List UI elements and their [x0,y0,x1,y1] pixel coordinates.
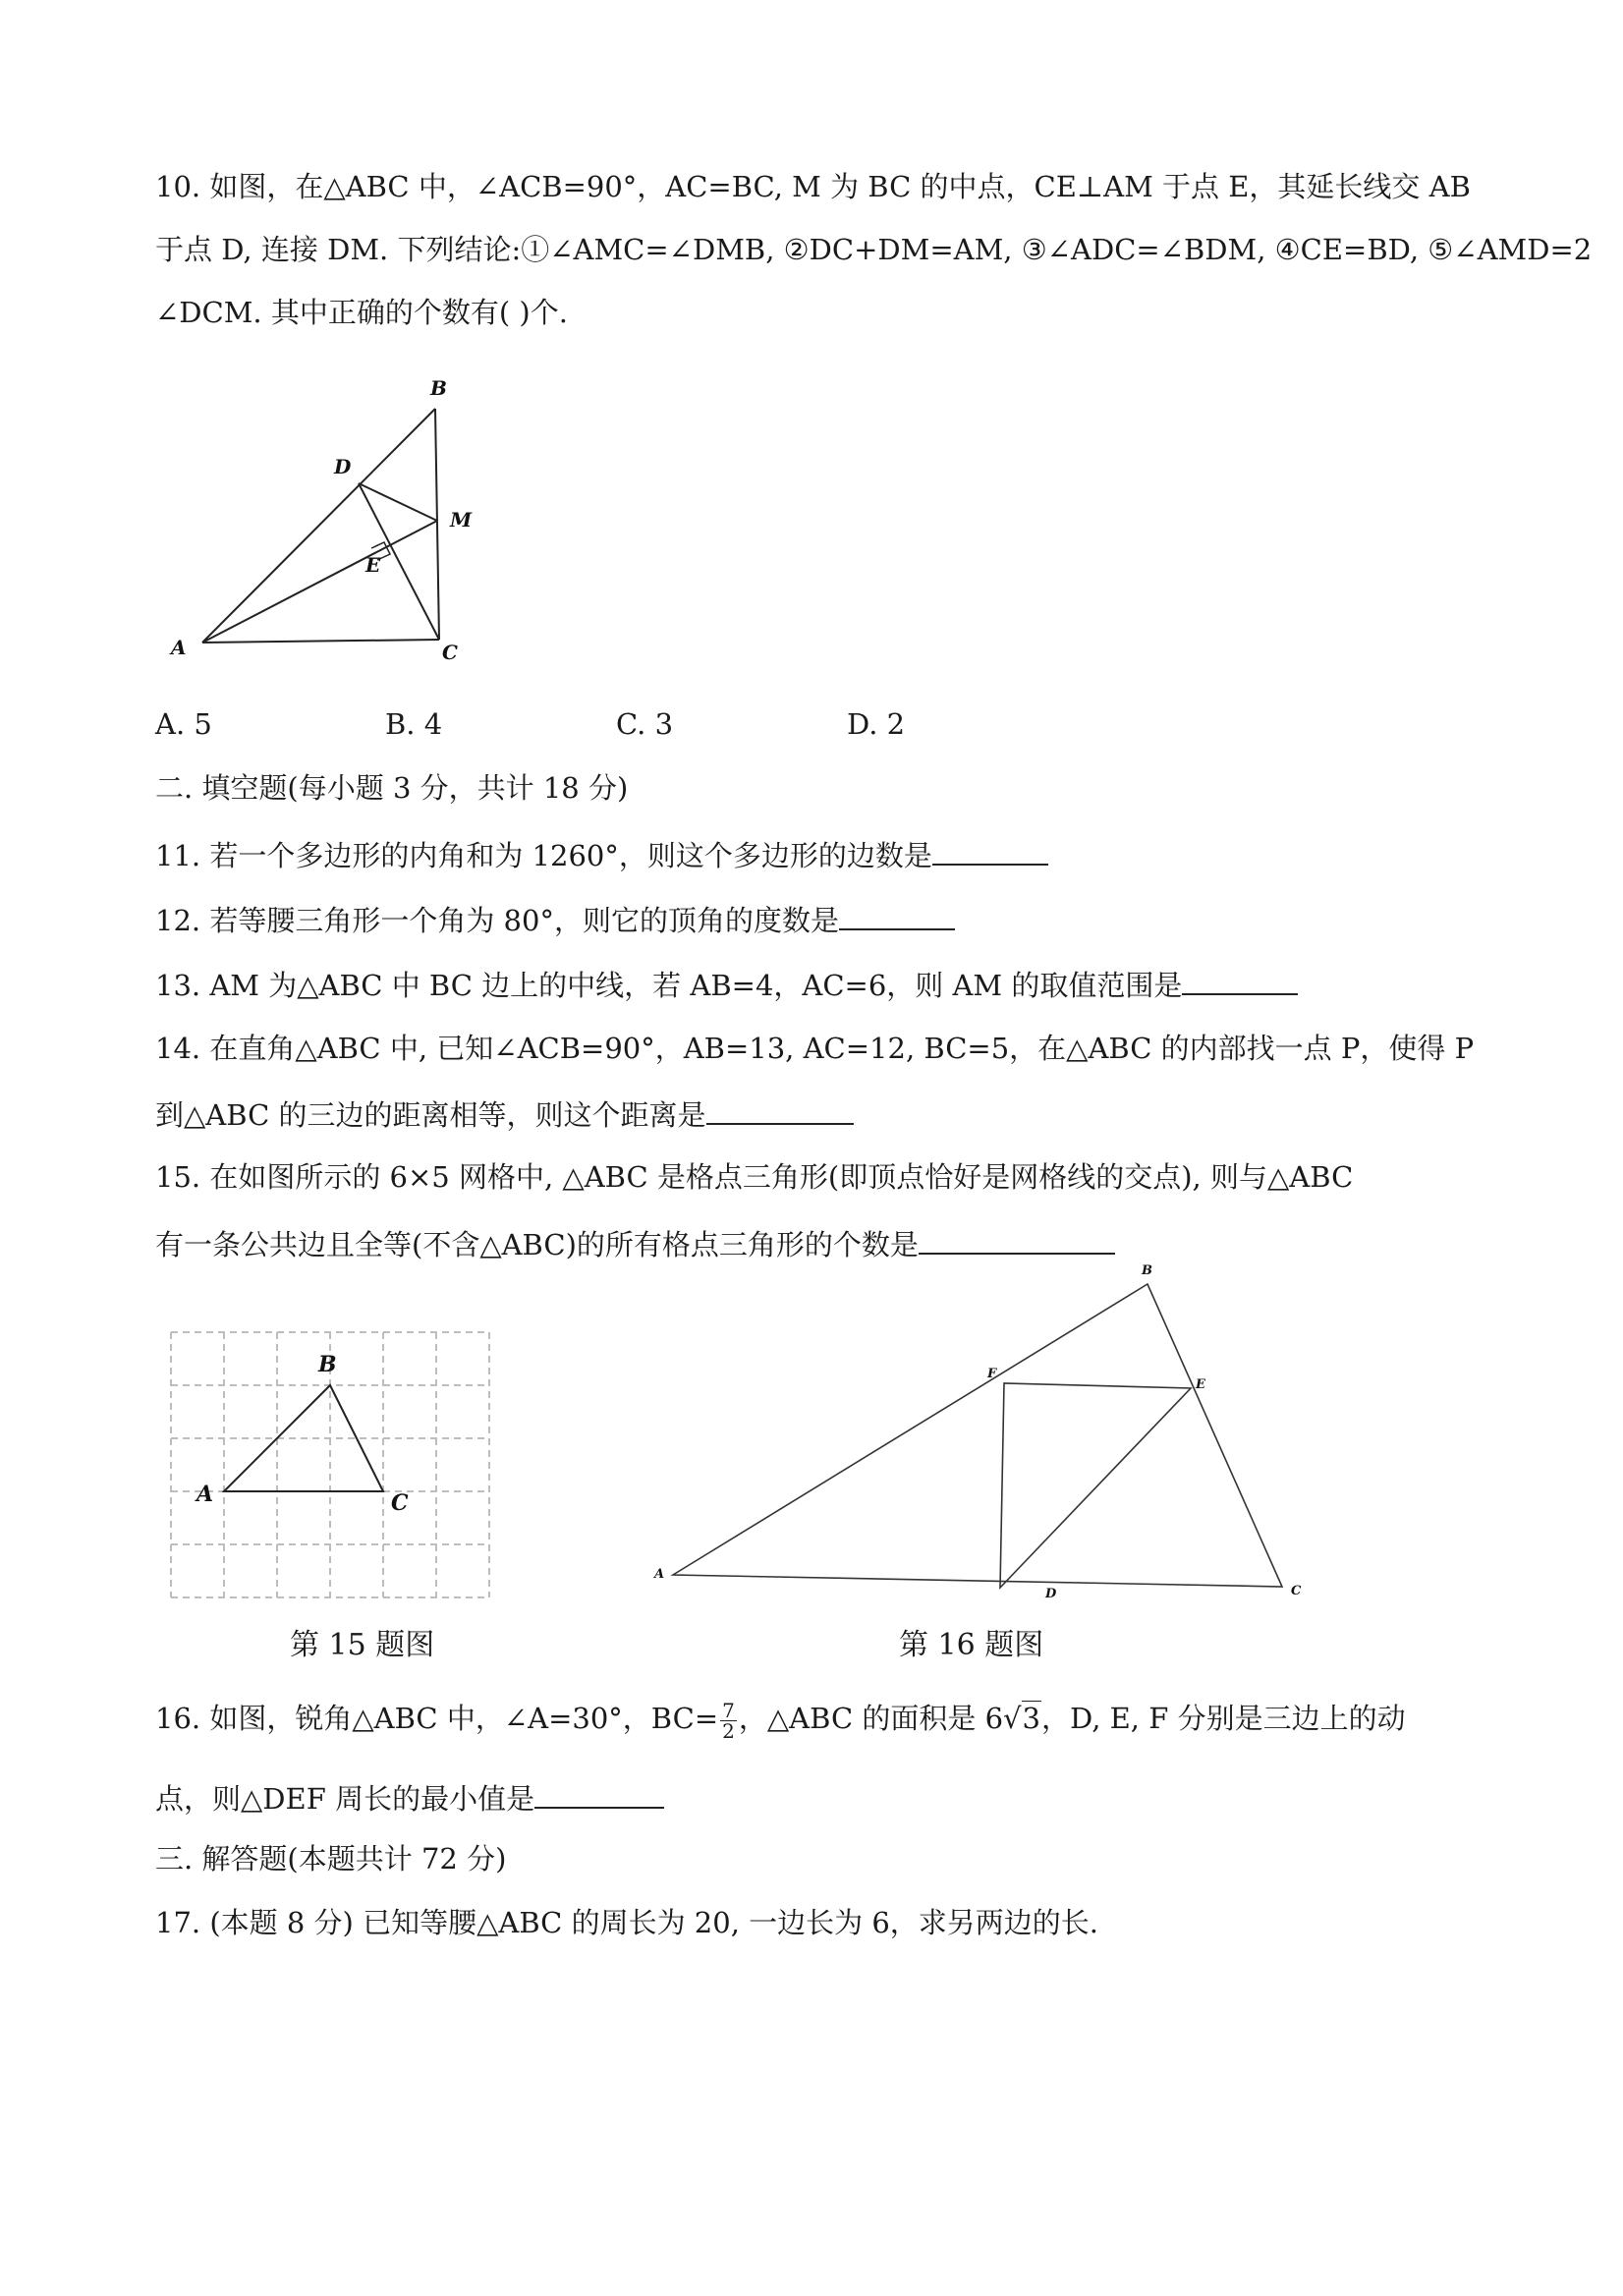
q16-suffix: ，D, E, F 分别是三边上的动 [1040,1702,1406,1735]
q16-figure [648,1263,1316,1611]
grid-label-b: B [318,1352,337,1377]
q10-option-a: A. 5 [155,707,212,741]
label-a: A [171,636,187,659]
q16-text: 点，则△DEF 周长的最小值是 [155,1782,535,1816]
label-b: B [430,376,447,400]
q12 [155,899,955,940]
fig16-label-a: A [654,1567,665,1582]
q16-line-1 [155,1699,1406,1741]
q15-line-1: 15. 在如图所示的 6×5 网格中, △ABC 是格点三角形(即顶点恰好是网格线的交点), 则与△ABC [155,1160,1354,1194]
section-2-heading: 二. 填空题(每小题 3 分，共计 18 分) [155,771,629,805]
label-m: M [450,508,473,532]
q10-option-d: D. 2 [847,707,906,741]
label-e: E [365,553,381,577]
grid-label-c: C [391,1490,409,1516]
q10-line-1: 10. 如图，在△ABC 中，∠ACB=90°，AC=BC, M 为 BC 的中点，CE⊥AM 于点 E，其延长线交 AB [155,170,1471,203]
q10-line-3: ∠DCM. 其中正确的个数有( )个. [155,296,568,329]
q10-option-b: B. 4 [385,707,443,741]
segment-bc [435,409,439,640]
fig16-label-f: F [987,1367,997,1381]
fraction-seven-halves [720,1698,737,1743]
q14-answer-blank[interactable] [706,1093,854,1125]
q16-middle: ，△ABC 的面积是 [738,1702,985,1735]
q15-answer-blank[interactable] [919,1223,1115,1255]
segment-am [202,521,437,643]
q14-text: 到△ABC 的三边的距离相等，则这个距离是 [155,1098,706,1132]
segment-ab [202,409,435,643]
q15-line-2 [155,1223,1115,1264]
label-c: C [442,641,458,664]
label-d: D [334,455,352,478]
q11-answer-blank[interactable] [932,834,1048,866]
section-3-heading: 三. 解答题(本题共计 72 分) [155,1842,507,1876]
area-coefficient: 6 [984,1702,1004,1735]
q14-line-1: 14. 在直角△ABC 中, 已知∠ACB=90°，AB=13, AC=12, BC=5，在△ABC 的内部找一点 P，使得 P [155,1032,1475,1065]
q10-option-c: C. 3 [616,707,674,741]
segment-dm [359,483,437,521]
q11 [155,834,1048,875]
q16-prefix: 16. 如图，锐角△ABC 中，∠A=30°，BC= [155,1702,719,1735]
q17: 17. (本题 8 分) 已知等腰△ABC 的周长为 20, 一边长为 6，求另两边的长. [155,1906,1099,1939]
fig16-label-b: B [1142,1263,1152,1278]
q16-figure-caption: 第 16 题图 [899,1628,1044,1662]
q13 [155,964,1298,1005]
q15-grid-figure [167,1328,501,1603]
q12-text: 12. 若等腰三角形一个角为 80°，则它的顶角的度数是 [155,904,839,937]
segment-ac [202,640,439,643]
fraction-numerator: 7 [722,1698,735,1722]
fraction-denominator: 2 [722,1718,735,1743]
area-expression: 6√3 [984,1702,1040,1735]
q10-line-2: 于点 D, 连接 DM. 下列结论:①∠AMC=∠DMB, ②DC+DM=AM, ③∠ADC=∠BDM, ④CE=BD, ⑤∠AMD=2 [155,233,1593,266]
triangle-def [1000,1383,1191,1588]
q12-answer-blank[interactable] [839,899,955,930]
fig16-label-d: D [1045,1587,1057,1601]
triangle-abc-16 [673,1284,1282,1587]
radicand: 3 [1022,1702,1040,1735]
q13-text: 13. AM 为△ABC 中 BC 边上的中线，若 AB=4，AC=6，则 AM 的取值范围是 [155,969,1183,1002]
fig16-label-e: E [1196,1377,1205,1392]
q16-answer-blank[interactable] [534,1777,664,1809]
q14-line-2 [155,1093,854,1135]
q11-text: 11. 若一个多边形的内角和为 1260°，则这个多边形的边数是 [155,839,932,872]
q15-text: 有一条公共边且全等(不含△ABC)的所有格点三角形的个数是 [155,1228,919,1261]
q10-figure [157,373,511,668]
q15-figure-caption: 第 15 题图 [290,1628,435,1662]
grid-label-a: A [196,1482,214,1507]
q16-line-2 [155,1777,664,1819]
q13-answer-blank[interactable] [1182,964,1298,995]
fig16-label-c: C [1291,1584,1302,1598]
